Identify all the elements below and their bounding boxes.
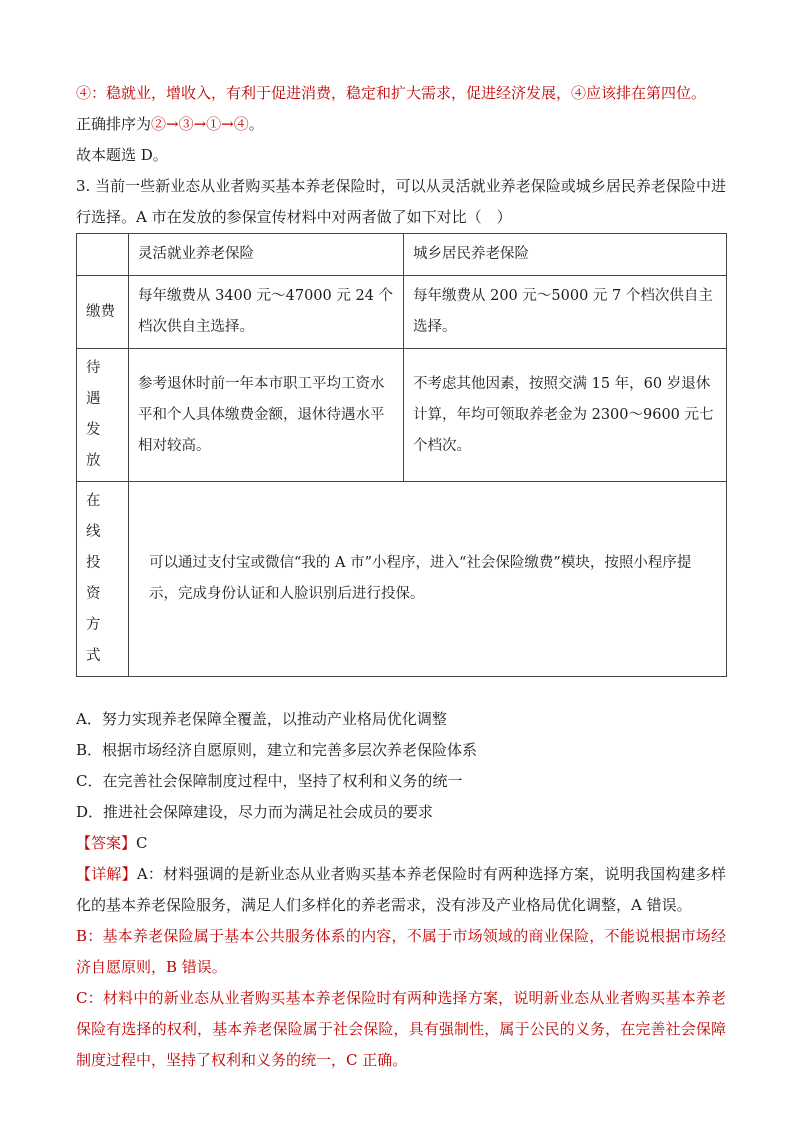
- row-label-benefit: 待遇发放: [77, 349, 129, 482]
- option-a: A．努力实现养老保障全覆盖，以推动产业格局优化调整: [76, 710, 447, 728]
- table-header-row: [77, 234, 727, 276]
- answer-label: 【答案】: [76, 834, 137, 852]
- explanation-label: 【详解】: [76, 865, 137, 883]
- cell-online-merged: 可以通过支付宝或微信“我的 A 市”小程序，进入“社会保险缴费”模块，按照小程序提示，完成身份认证和人脸识别后进行投保。: [129, 482, 727, 677]
- option-c: C．在完善社会保障制度过程中，坚持了权利和义务的统一: [76, 772, 463, 790]
- cell-benefit-resident: 不考虑其他因素，按照交满 15 年，60 岁退休计算，年均可领取养老金为 2300～9600 元七个档次。: [404, 349, 727, 482]
- order-label: 正确排序为: [76, 115, 152, 133]
- table-row: [77, 349, 727, 482]
- option-d: D．推进社会保障建设，尽力而为满足社会成员的要求: [76, 803, 434, 821]
- answer-line: [76, 828, 726, 859]
- row-label-fee: 缴费: [77, 276, 129, 349]
- option-4-analysis: ④：稳就业，增收入，有利于促进消费，稳定和扩大需求，促进经济发展，④应该排在第四位。: [76, 84, 707, 102]
- explanation-a-text: A：材料强调的是新业态从业者购买基本养老保险时有两种选择方案，说明我国构建多样化的基本养老保险服务，满足人们多样化的养老需求，没有涉及产业格局优化调整，A 错误。: [76, 865, 726, 914]
- order-sequence: ②→③→①→④: [151, 115, 249, 133]
- table-row: [77, 276, 727, 349]
- comparison-table: [76, 233, 727, 677]
- cell-benefit-flexible: 参考退休时前一年本市职工平均工资水平和个人具体缴费金额，退休待遇水平相对较高。: [129, 349, 404, 482]
- explanation-b: B：基本养老保险属于基本公共服务体系的内容，不属于市场领域的商业保险，不能说根据市场经济自愿原则，B 错误。: [76, 927, 726, 976]
- column-header-resident: 城乡居民养老保险: [404, 234, 727, 276]
- spacer: [76, 677, 726, 704]
- explanation-a: [76, 859, 726, 921]
- order-end: 。: [248, 115, 264, 133]
- question-3-stem: 3. 当前一些新业态从业者购买基本养老保险时，可以从灵活就业养老保险或城乡居民养老保险中进行选择。A 市在发放的参保宣传材料中对两者做了如下对比（ ）: [76, 177, 726, 226]
- conclusion-line: 故本题选 D。: [76, 146, 168, 164]
- table-row: [77, 482, 727, 677]
- cell-fee-resident: 每年缴费从 200 元～5000 元 7 个档次供自主选择。: [404, 276, 727, 349]
- column-header-flexible: 灵活就业养老保险: [129, 234, 404, 276]
- options-list: [76, 704, 726, 828]
- correct-order-line: [76, 109, 726, 140]
- cell-fee-flexible: 每年缴费从 3400 元～47000 元 24 个档次供自主选择。: [129, 276, 404, 349]
- row-label-online: 在线投资方式: [77, 482, 129, 677]
- explanation-c: C：材料中的新业态从业者购买基本养老保险时有两种选择方案，说明新业态从业者购买基本养老保险有选择的权利，基本养老保险属于社会保险，具有强制性，属于公民的义务，在完善社会保障制度过程中，坚持了权利和义务的统一，C 正确。: [76, 989, 726, 1069]
- option-b: B．根据市场经济自愿原则，建立和完善多层次养老保险体系: [76, 741, 478, 759]
- document-page: [76, 78, 726, 1076]
- table-corner-cell: [77, 234, 129, 276]
- answer-value: C: [136, 834, 148, 852]
